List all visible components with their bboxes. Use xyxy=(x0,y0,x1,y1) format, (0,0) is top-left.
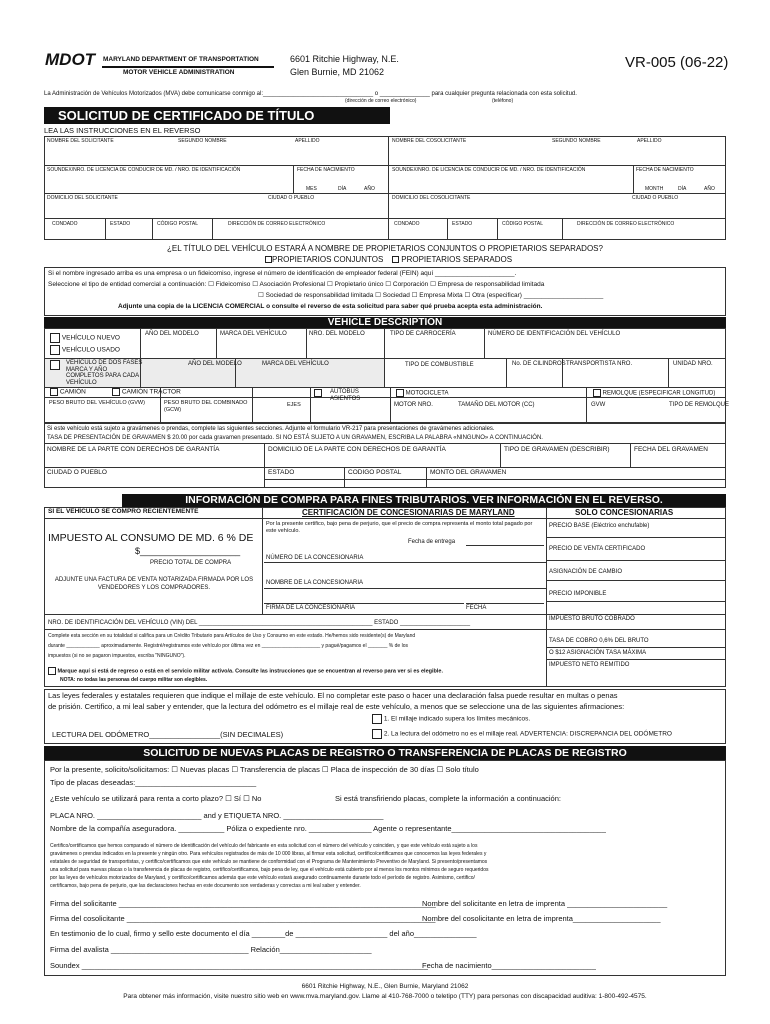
tractor-checkbox[interactable] xyxy=(112,388,120,396)
truck-option[interactable] xyxy=(50,388,86,396)
trailer-label: REMOLQUE (ESPECIFICAR LONGITUD) xyxy=(602,390,716,397)
new-vehicle-checkbox[interactable] xyxy=(50,333,60,343)
joint-option-label: PROPIETARIOS CONJUNTOS xyxy=(272,255,384,264)
cylinders-label: No. DE CILINDROS xyxy=(512,361,566,367)
plate-number-line[interactable]: PLACA NRO. _________________________ and y ETIQUETA NRO. ________________________ xyxy=(50,811,384,820)
make-label: MARCA DEL VEHÍCULO xyxy=(220,331,287,337)
lien-type-label: TIPO DE GRAVAMEN (DESCRIBIR) xyxy=(504,446,610,453)
dob-year-label: AÑO xyxy=(364,186,375,192)
dob-month-label: MES xyxy=(306,186,317,192)
make-2-label: MARCA DEL VEHÍCULO xyxy=(262,361,329,367)
trailer-checkbox[interactable] xyxy=(593,389,601,397)
plates-request-line[interactable]: Por la presente, solicito/solicitamos: ☐ Nuevas placas ☐ Transferencia de placas ☐ Placa de inspección de 30 días ☐ Solo título xyxy=(50,765,479,774)
co-soundex-field[interactable] xyxy=(390,175,631,191)
body-type-label: TIPO DE CARROCERÍA xyxy=(390,331,456,337)
email-caption: (dirección de correo electrónico) xyxy=(345,98,417,104)
trailer-option[interactable] xyxy=(593,389,715,397)
certification-p1: Certifico/certificamos que hemos comparado el número de identificación del vehículo del fabricante en esta solicitud con el número del vehículo y coinciden, y que este vehículo está sujeto a los xyxy=(50,843,478,849)
taxable-price-label: PRECIO IMPONIBLE xyxy=(549,591,607,597)
co-county-label: CONDADO xyxy=(394,221,420,227)
certification-p4: una solicitud para nuevas placas o la transferencia de placas de registro, certifico/certificamos, bajo pena de ley, que el vehículo está cubierto por al menos los montos mínimos de seguro requeridos xyxy=(50,867,489,873)
dealer-number-label: NÚMERO DE LA CONCESIONARIA xyxy=(266,555,364,561)
gvw-label: PESO BRUTO DEL VEHÍCULO (GVW) xyxy=(49,400,145,406)
phone-caption: (teléfono) xyxy=(492,98,514,104)
base-price-label: PRECIO BASE (Eléctrico enchufable) xyxy=(549,523,650,529)
lienholder-address-label: DOMICILIO DE LA PARTE CON DERECHOS DE GARANTÍA xyxy=(268,446,446,453)
odometer-law-line-1: Las leyes federales y estatales requieren que indique el millaje de este vehículo. El no completar este paso o hacer una declaración falsa puede resultar en multas o penas xyxy=(48,691,618,700)
soundex-signature-line[interactable]: Soundex ___________________________________________________________________________________ xyxy=(50,961,428,970)
co-dob-day-label: DÍA xyxy=(678,186,687,192)
engine-number-label: MOTOR NRO. xyxy=(394,402,433,408)
credit-line-1: Complete esta sección en su totalidad si califica para un Crédito Tributario para Artículos de Uso y Consumo en este estado. He/hemos sido residente(s) de Maryland xyxy=(48,633,416,639)
used-vehicle-option[interactable] xyxy=(50,345,120,355)
dealer-cert-text: Por la presente certifico, bajo pena de perjurio, que el precio de compra representa el monto total pagado por este vehículo. xyxy=(266,521,533,535)
cosigner-line[interactable]: Firma del avalista _________________________________ Relación______________________ xyxy=(50,945,372,954)
plates-bar: SOLICITUD DE NUEVAS PLACAS DE REGISTRO O TRANSFERENCIA DE PLACAS DE REGISTRO xyxy=(44,746,726,760)
co-middle-name-label: SEGUNDO NOMBRE xyxy=(552,138,601,144)
address-label: DOMICILIO DEL SOLICITANTE xyxy=(47,195,118,201)
joint-owners-option[interactable] xyxy=(265,256,383,264)
plate-type-line[interactable]: Tipo de placas deseadas:_____________________________ xyxy=(50,778,257,787)
odometer-law-line-2: de prisión. Certifico, a mi leal saber y entender, que la lectura del odómetro es el millaje real de este vehículo, a menos que se seleccione una de las siguientes afirmaciones: xyxy=(48,702,625,711)
footer-address: 6601 Ritchie Highway, N.E., Glen Burnie, Maryland 21062 xyxy=(301,983,469,990)
dealer-name-label: NOMBRE DE LA CONCESIONARIA xyxy=(266,580,364,586)
address-line-2: Glen Burnie, MD 21062 xyxy=(290,67,385,77)
dob-day-label: DÍA xyxy=(338,186,347,192)
military-option[interactable] xyxy=(48,667,443,675)
truck-label: CAMIÓN xyxy=(59,388,86,396)
instructions-note: LEA LAS INSTRUCCIONES EN EL REVERSO xyxy=(44,126,201,135)
trade-in-label: ASIGNACIÓN DE CAMBIO xyxy=(549,569,623,575)
last-name-label: APELLIDO xyxy=(295,138,320,144)
separate-owners-option[interactable] xyxy=(392,256,512,264)
lien-intro-line: Si este vehículo está sujeto a gravámenes o prendas, complete las siguientes secciones. Adjunte el formulario VR-217 para presentaciones de gravámenes adicionales. xyxy=(47,426,495,432)
bus-option[interactable] xyxy=(314,389,322,397)
short-term-rental-line[interactable]: ¿Este vehículo se utilizará para renta a corto plazo? ☐ Sí ☐ No xyxy=(50,794,262,803)
lien-city-label: CIUDAD O PUEBLO xyxy=(47,469,107,476)
recent-purchase-header: SI EL VEHÍCULO SE COMPRÓ RECIENTEMENTE xyxy=(48,508,199,515)
vehicle-description-bar: VEHICLE DESCRIPTION xyxy=(44,317,726,328)
model-year-2-label: AÑO DEL MODELO xyxy=(188,361,242,367)
co-dob-label: FECHA DE NACIMIENTO xyxy=(636,167,694,173)
odometer-option-2[interactable] xyxy=(372,729,672,739)
separate-checkbox[interactable] xyxy=(392,256,399,263)
dealers-only-header: SOLO CONCESIONARIAS xyxy=(575,508,674,517)
applicant-printed-name-line[interactable]: Nombre del solicitante en letra de imprenta ________________________ xyxy=(422,899,668,908)
used-vehicle-label: VEHÍCULO USADO xyxy=(61,346,120,354)
entity-type-line-2: ☐ Sociedad de responsabilidad limitada ☐ Sociedad ☐ Empresa Mixta ☐ Otra (especificar) ______________________ xyxy=(258,292,604,299)
lien-zip-label: CODIGO POSTAL xyxy=(348,469,402,476)
model-number-label: NRO. DEL MODELO xyxy=(309,331,365,337)
motorcycle-checkbox[interactable] xyxy=(396,389,404,397)
tractor-label: CAMIÓN TRACTOR xyxy=(121,388,181,396)
excise-tax-label: IMPUESTO AL CONSUMO DE MD. 6 % DE xyxy=(48,532,254,544)
odometer-option-1-label: 1. El millaje indicado supera los límites mecánicos. xyxy=(383,715,531,723)
price-line[interactable]: $____________________ xyxy=(135,546,241,556)
insurance-line[interactable]: Nombre de la compañía aseguradora. ___________ Póliza o expediente nro. _______________ Agente o representante_____________________________________ xyxy=(50,824,606,833)
axles-label: EJES xyxy=(287,402,301,408)
witness-line[interactable]: En testimonio de lo cual, firmo y sello este documento el día ________de ______________________ del año_______________ xyxy=(50,929,477,938)
total-price-label: PRECIO TOTAL DE COMPRA xyxy=(150,560,232,566)
dealer-cert-header: CERTIFICACIÓN DE CONCESIONARIAS DE MARYLAND xyxy=(302,508,515,517)
coapplicant-name-label: NOMBRE DEL COSOLICITANTE xyxy=(392,138,467,144)
coapplicant-signature-line[interactable]: Firma del cosolicitante __________________________________________________________________________ xyxy=(50,914,436,923)
separate-option-label: PROPIETARIOS SEPARADOS xyxy=(401,255,513,264)
soundex-label: SOUNDEX/NRO. DE LICENCIA DE CONDUCIR DE MD. / NRO. DE IDENTIFICACIÓN xyxy=(47,167,241,173)
co-state-label: ESTADO xyxy=(452,221,473,227)
middle-name-label: SEGUNDO NOMBRE xyxy=(178,138,227,144)
lien-amount-label: MONTO DEL GRAVAMEN xyxy=(430,469,507,476)
trailer-type-label: TIPO DE REMOLQUE xyxy=(669,402,730,408)
engine-size-label: TAMAÑO DEL MOTOR (CC) xyxy=(458,402,535,408)
odometer-option-1[interactable] xyxy=(372,714,530,724)
unit-number-label: UNIDAD NRO. xyxy=(673,361,713,367)
not-actual-checkbox[interactable] xyxy=(372,729,382,739)
agency-name: MARYLAND DEPARTMENT OF TRANSPORTATION xyxy=(103,56,259,63)
form-title: SOLICITUD DE CERTIFICADO DE TÍTULO xyxy=(44,107,390,124)
dob-label: FECHA DE NACIMIENTO xyxy=(297,167,355,173)
certification-p3: estatales de seguridad de transportistas, y certifico/certificamos que este vehículo se mantiene de conformidad con el Programa de Mantenimiento Preventivo de Maryland. Si presento/presentamos xyxy=(50,859,488,865)
vin-state-line: NRO. DE IDENTIFICACIÓN DEL VEHÍCULO (VIN) DEL ____________________________________________________ ESTADO _____________________ xyxy=(48,620,471,626)
collection-rate-label: TASA DE COBRO 0,6% DEL BRUTO xyxy=(549,638,649,644)
carrier-number-label: TRANSPORTISTA NRO. xyxy=(566,361,633,367)
co-address-label: DOMICILIO DEL COSOLICITANTE xyxy=(392,195,471,201)
joint-owners-question: ¿EL TÍTULO DEL VEHÍCULO ESTARÁ A NOMBRE DE PROPIETARIOS CONJUNTOS O PROPIETARIOS SEPARADOS? xyxy=(167,244,603,253)
bus-label: AUTOBÚS ASIENTOS xyxy=(330,389,361,403)
lien-date-label: FECHA DEL GRAVAMEN xyxy=(634,446,708,453)
bus-checkbox[interactable] xyxy=(314,389,322,397)
contact-line: La Administración de Vehículos Motorizados (MVA) debe comunicarse conmigo al:_________________________________ o _______________ para cualquier pregunta relacionada con esta solicitud. xyxy=(44,91,577,97)
certified-price-label: PRECIO DE VENTA CERTIFICADO xyxy=(549,546,646,552)
logo-text: MDOT xyxy=(45,50,96,68)
odometer-option-2-label: 2. La lectura del odómetro no es el millaje real. ADVERTENCIA: DISCREPANCIA DEL ODÓMETRO xyxy=(383,730,672,738)
odometer-reading-line[interactable]: LECTURA DEL ODÓMETRO_________________(SIN DECIMALES) xyxy=(52,730,284,739)
credit-line-2: durante ____________ aproximadamente. Registré/registramos este vehículo por última vez en _____________________ y pagué/pagamos el _______ % de los xyxy=(48,643,408,649)
military-note: NOTA: no todas las personas del cuerpo militar son elegibles. xyxy=(60,677,208,683)
trailer-gvw-label: GVW xyxy=(591,402,606,408)
form-code: VR-005 (06-22) xyxy=(625,54,729,71)
two-stage-label: VEHÍCULO DE DOS FASES MARCA Y AÑO COMPLETOS PARA CADA VEHÍCULO xyxy=(66,360,143,386)
city-label: CIUDAD O PUEBLO xyxy=(268,195,315,201)
soundex-field[interactable] xyxy=(46,175,291,191)
certification-p5: por las leyes de vehículos motorizados de Maryland, y certifico/certificamos además que este vehículo estará asegurado continuamente durante todo el período de registro. Asimismo, certifico/ xyxy=(50,875,475,881)
entity-type-line: Seleccione el tipo de entidad comercial a continuación: ☐ Fideicomiso ☐ Asociación Profesional ☐ Propietario único ☐ Corporación ☐ Empresa de responsabilidad limitada xyxy=(48,281,545,288)
military-checkbox[interactable] xyxy=(48,667,56,675)
co-address-field[interactable] xyxy=(390,203,724,216)
gross-tax-label: IMPUESTO BRUTO COBRADO xyxy=(549,616,635,622)
county-label: CONDADO xyxy=(52,221,78,227)
vin-label: NÚMERO DE IDENTIFICACIÓN DEL VEHÍCULO xyxy=(488,331,621,337)
lien-state-label: ESTADO xyxy=(268,469,295,476)
military-label: Marque aquí si está de regreso o está en el servicio militar activo/a. Consulte las instrucciones que se encuentran al reverso para ver si es elegible. xyxy=(57,668,443,675)
tax-info-bar: INFORMACIÓN DE COMPRA PARA FINES TRIBUTARIOS. VER INFORMACIÓN EN EL REVERSO. xyxy=(122,494,726,507)
new-vehicle-option[interactable] xyxy=(50,333,120,343)
applicant-name-field[interactable] xyxy=(46,147,386,163)
applicant-name-label: NOMBRE DEL SOLICITANTE xyxy=(47,138,114,144)
motorcycle-label: MOTOCICLETA xyxy=(405,390,449,397)
co-dob-month-label: MONTH xyxy=(645,186,664,192)
email-label: DIRECCIÓN DE CORREO ELECTRÓNICO xyxy=(228,221,326,227)
model-year-label: AÑO DEL MODELO xyxy=(145,331,199,337)
coapplicant-printed-name-line[interactable]: Nombre del cosolicitante en letra de imprenta_____________________ xyxy=(422,914,661,923)
co-dob-year-label: AÑO xyxy=(704,186,715,192)
state-label: ESTADO xyxy=(110,221,131,227)
tractor-option[interactable] xyxy=(112,388,181,396)
co-email-label: DIRECCIÓN DE CORREO ELECTRÓNICO xyxy=(577,221,675,227)
delivery-date-label: Fecha de entrega xyxy=(408,539,456,545)
coapplicant-name-field[interactable] xyxy=(390,147,724,163)
address-line-1: 6601 Ritchie Highway, N.E. xyxy=(290,54,399,64)
lien-fee-line: TASA DE PRESENTACIÓN DE GRAVAMEN $ 20.00 por cada gravamen presentado. SI NO ESTÁ SUJETO A UN GRAVAMEN, ESCRIBA LA PALABRA «NINGUNO» A CONTINUACIÓN. xyxy=(47,435,543,441)
joint-checkbox[interactable] xyxy=(265,256,272,263)
business-license-note: Adjunte una copia de la LICENCIA COMERCIAL o consulte el reverso de esta solicitud para saber qué prueba acepta esta administración. xyxy=(118,303,543,310)
dealer-signature-label: FIRMA DE LA CONCESIONARIA xyxy=(266,605,356,611)
applicant-signature-line[interactable]: Firma del solicitante ____________________________________________________________________________ xyxy=(50,899,436,908)
mdot-logo xyxy=(45,50,103,68)
max-allowance-label: O $12 ASIGNACIÓN TASA MÁXIMA xyxy=(549,650,647,656)
agency-division: MOTOR VEHICLE ADMINISTRATION xyxy=(123,69,235,76)
footer-info: Para obtener más información, visite nuestro sitio web en www.mva.maryland.gov. Llame al 410-768-7000 o teletipo (TTY) para personas con discapacidad auditiva: 1-800-492-4575. xyxy=(123,993,647,1000)
net-tax-label: IMPUESTO NETO REMITIDO xyxy=(549,662,630,668)
certification-p6: certificamos, bajo pena de perjurio, que las declaraciones hechas en este documento son verdaderas y correctas a mi leal saber y entender. xyxy=(50,883,361,889)
gcw-label: PESO BRUTO DEL COMBINADO (GCW) xyxy=(164,400,248,413)
zip-label: CÓDIGO POSTAL xyxy=(157,221,199,227)
certification-p2: gravámenes o prendas indicados en la presente y ningún otro. Para vehículos registrados de más de 10 000 libras, al firmar esta solicitud, certifico/certificamos que conocemos las leyes federales y xyxy=(50,851,487,857)
credit-line-3: impuestos (si no se pagaron impuestos, escriba "NINGUNO"). xyxy=(48,653,186,659)
dealer-date-label: FECHA xyxy=(466,605,487,611)
co-last-name-label: APELLIDO xyxy=(637,138,662,144)
transfer-note: Si está transfiriendo placas, complete la información a continuación: xyxy=(335,794,561,803)
fuel-type-label: TIPO DE COMBUSTIBLE xyxy=(405,362,474,368)
lienholder-name-label: NOMBRE DE LA PARTE CON DERECHOS DE GARANTÍA xyxy=(47,446,220,453)
two-stage-checkbox[interactable] xyxy=(50,360,60,370)
new-vehicle-label: VEHÍCULO NUEVO xyxy=(61,334,120,342)
two-stage-option[interactable] xyxy=(50,360,60,370)
fein-line: Si el nombre ingresado arriba es una empresa o un fideicomiso, ingrese el número de identificación de empleador federal (FEIN) aquí ______________________. xyxy=(48,270,517,277)
used-vehicle-checkbox[interactable] xyxy=(50,345,60,355)
birth-date-line[interactable]: Fecha de nacimiento_________________________ xyxy=(422,961,596,970)
exceeds-limits-checkbox[interactable] xyxy=(372,714,382,724)
co-soundex-label: SOUNDEX/NRO. DE LICENCIA DE CONDUCIR DE MD. / NRO. DE IDENTIFICACIÓN xyxy=(392,167,586,173)
attach-bill-of-sale-note: ADJUNTE UNA FACTURA DE VENTA NOTARIZADA FIRMADA POR LOS VENDEDORES Y LOS COMPRADORES. xyxy=(54,577,254,591)
address-field[interactable] xyxy=(46,203,386,216)
co-zip-label: CÓDIGO POSTAL xyxy=(502,221,544,227)
motorcycle-option[interactable] xyxy=(396,389,448,397)
co-city-label: CIUDAD O PUEBLO xyxy=(632,195,679,201)
truck-checkbox[interactable] xyxy=(50,388,58,396)
